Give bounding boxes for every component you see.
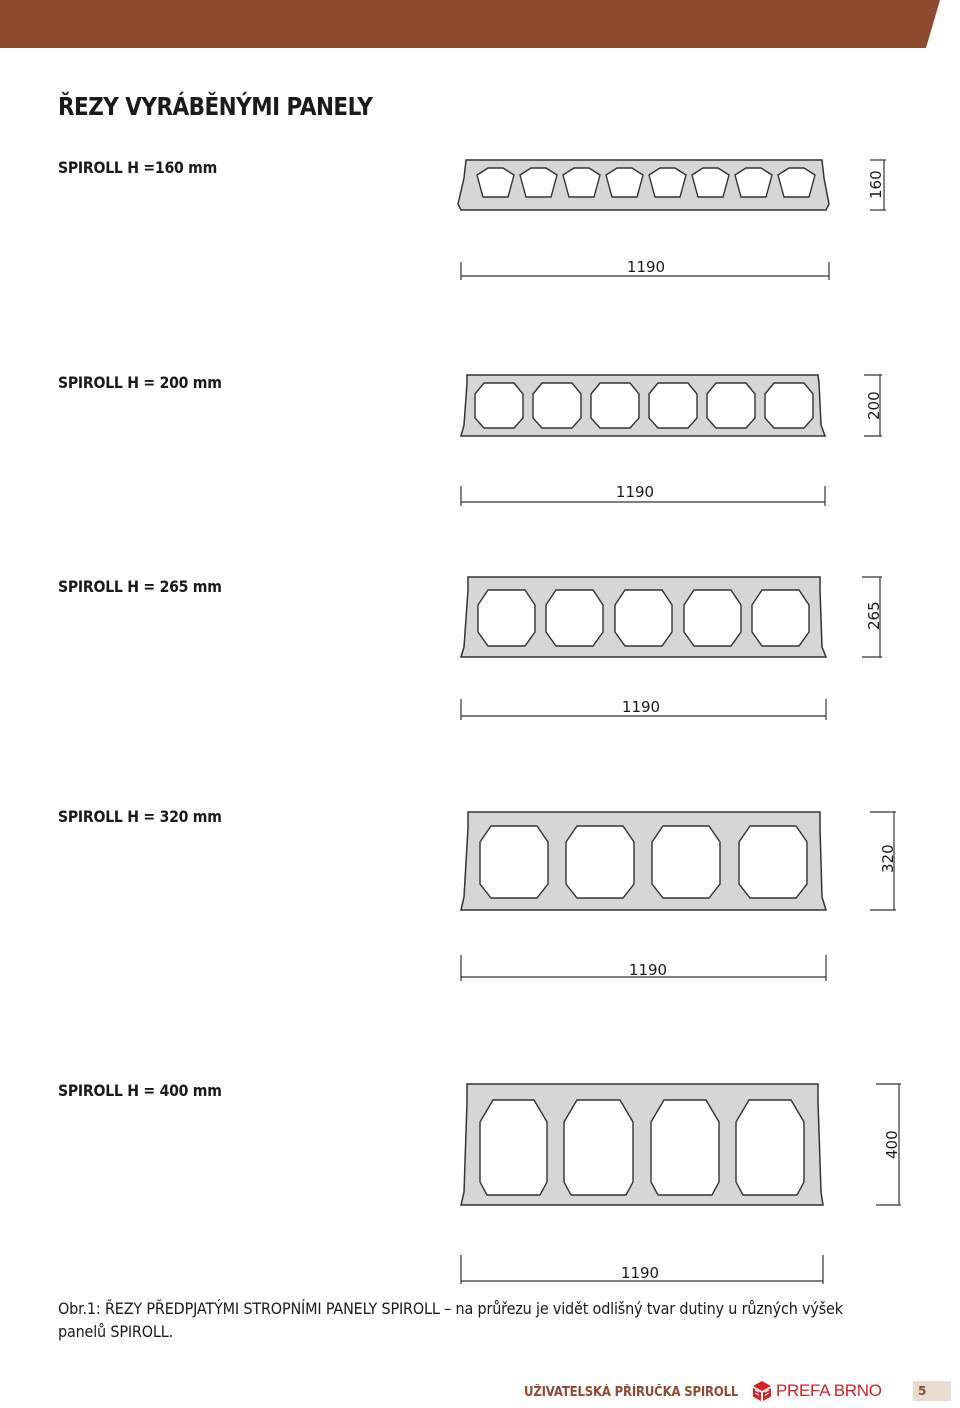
panel-outline — [458, 160, 829, 210]
panel-section-160 — [0, 150, 960, 290]
width-dim-label: 1190 — [626, 258, 666, 276]
page-title: ŘEZY VYRÁBĚNÝMI PANELY — [58, 92, 373, 121]
footer-brand: UŽIVATELSKÁ PŘÍRUČKA SPIROLL — [524, 1385, 739, 1400]
panel-section-265 — [0, 570, 960, 725]
header-band — [0, 0, 960, 50]
height-dim-label: 320 — [879, 844, 897, 873]
height-dim-label: 400 — [883, 1130, 901, 1159]
section-label-200: SPIROLL H = 200 mm — [58, 373, 222, 392]
prefa-logo-text: PREFA BRNO — [776, 1381, 882, 1400]
width-dim-label: 1190 — [621, 698, 661, 716]
height-dim-label: 200 — [865, 391, 883, 420]
section-label-320: SPIROLL H = 320 mm — [58, 807, 222, 826]
prefa-logo — [752, 1380, 882, 1402]
height-dim-label: 265 — [865, 601, 883, 630]
prefa-cube-icon — [752, 1380, 772, 1402]
page-number — [913, 1381, 951, 1401]
panel-section-320 — [0, 800, 960, 990]
height-dim-label: 160 — [867, 170, 885, 199]
panel-section-400 — [0, 1075, 960, 1295]
section-label-160: SPIROLL H =160 mm — [58, 158, 217, 177]
hollow-cores — [478, 590, 809, 646]
figure-caption: Obr.1: ŘEZY PŘEDPJATÝMI STROPNÍMI PANELY SPIROLL – na průřezu je vidět odlišný tvar dutiny u různých výšek panelů SPIROLL. — [58, 1299, 843, 1341]
width-dim-label: 1190 — [628, 961, 668, 979]
width-dim-label: 1190 — [615, 483, 655, 501]
section-label-265: SPIROLL H = 265 mm — [58, 577, 222, 596]
panel-section-200 — [0, 365, 960, 510]
width-dim-label: 1190 — [620, 1264, 660, 1282]
section-label-400: SPIROLL H = 400 mm — [58, 1081, 222, 1100]
page-number-value: 5 — [918, 1384, 927, 1398]
